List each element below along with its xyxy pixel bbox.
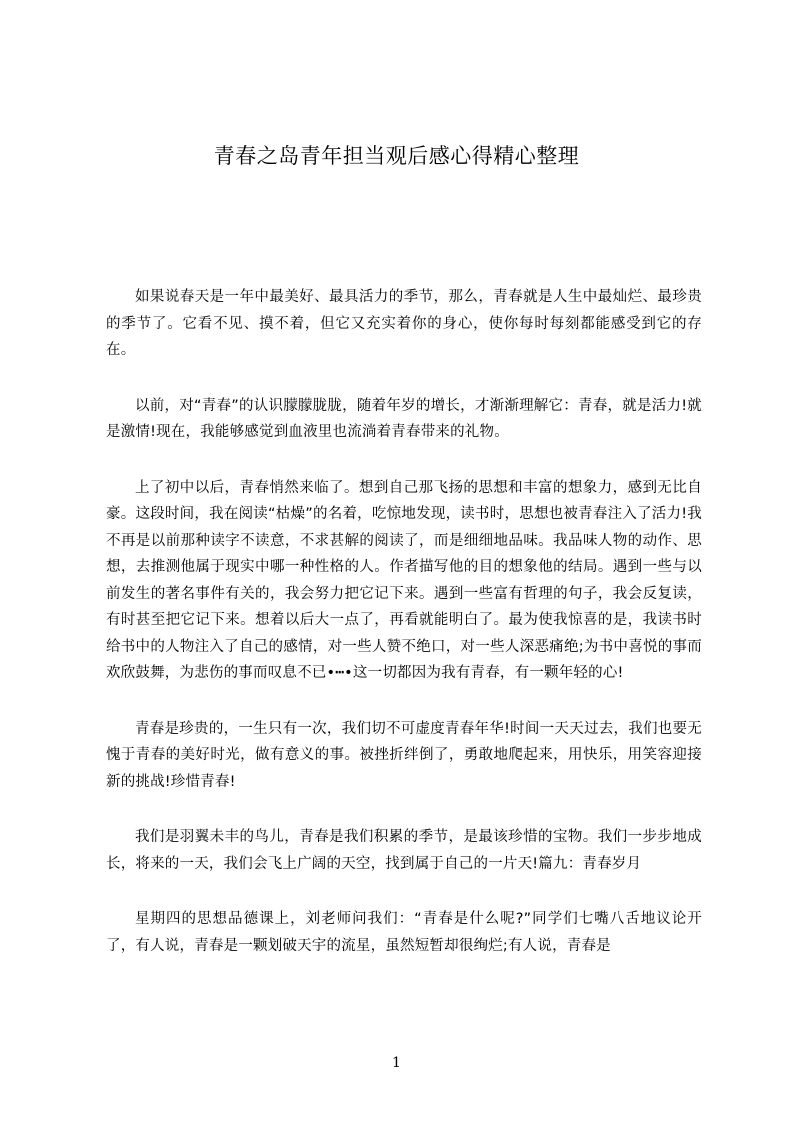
paragraph-1: 如果说春天是一年中最美好、最具活力的季节，那么，青春就是人生中最灿烂、最珍贵的季节了。它看不见、摸不着，但它又充实着你的身心，使你每时每刻都能感受到它的存在。 — [106, 289, 702, 358]
page-number: 1 — [392, 1055, 401, 1071]
document-body — [106, 284, 702, 988]
paragraph-3: 上了初中以后，青春悄然来临了。想到自己那飞扬的思想和丰富的想象力，感到无比自豪。这段时间，我在阅读“枯燥”的名着，吃惊地发现，读书时，思想也被青春注入了活力!我不再是以前那种读字不读意，不求甚解的阅读了，而是细细地品味。我品味人物的动作、思想，去推测他属于现实中哪一种性格的人。作者描写他的目的想象他的结局。遇到一些与以前发生的著名事件有关的，我会努力把它记下来。遇到一些富有哲理的句子，我会反复读，有时甚至把它记下来。想着以后大一点了，再看就能明白了。最为使我惊喜的是，我读书时给书中的人物注入了自己的感情，对一些人赞不绝口，对一些人深恶痛绝;为书中喜悦的事而欢欣鼓舞，为悲伤的事而叹息不已•┅•这一切都因为我有青春，有一颗年轻的心! — [106, 479, 702, 681]
paragraph-6: 星期四的思想品德课上，刘老师问我们：“青春是什么呢?”同学们七嘴八舌地议论开了，有人说，青春是一颗划破天宇的流星，虽然短暂却很绚烂;有人说，青春是 — [106, 911, 702, 954]
paragraph-5: 我们是羽翼未丰的鸟儿，青春是我们积累的季节，是最该珍惜的宝物。我们一步步地成长，将来的一天，我们会飞上广阔的天空，找到属于自己的一片天!篇九：青春岁月 — [106, 829, 702, 872]
document-title: 青春之岛青年担当观后感心得精心整理 — [213, 144, 580, 168]
paragraph-2: 以前，对“青春”的认识朦朦胧胧，随着年岁的增长，才渐渐理解它：青春，就是活力!就是激情!现在，我能够感觉到血液里也流淌着青春带来的礼物。 — [106, 397, 702, 440]
paragraph-4: 青春是珍贵的，一生只有一次，我们切不可虚度青春年华!时间一天天过去，我们也要无愧于青春的美好时光，做有意义的事。被挫折绊倒了，勇敢地爬起来，用快乐，用笑容迎接新的挑战!珍惜青春! — [106, 720, 702, 790]
